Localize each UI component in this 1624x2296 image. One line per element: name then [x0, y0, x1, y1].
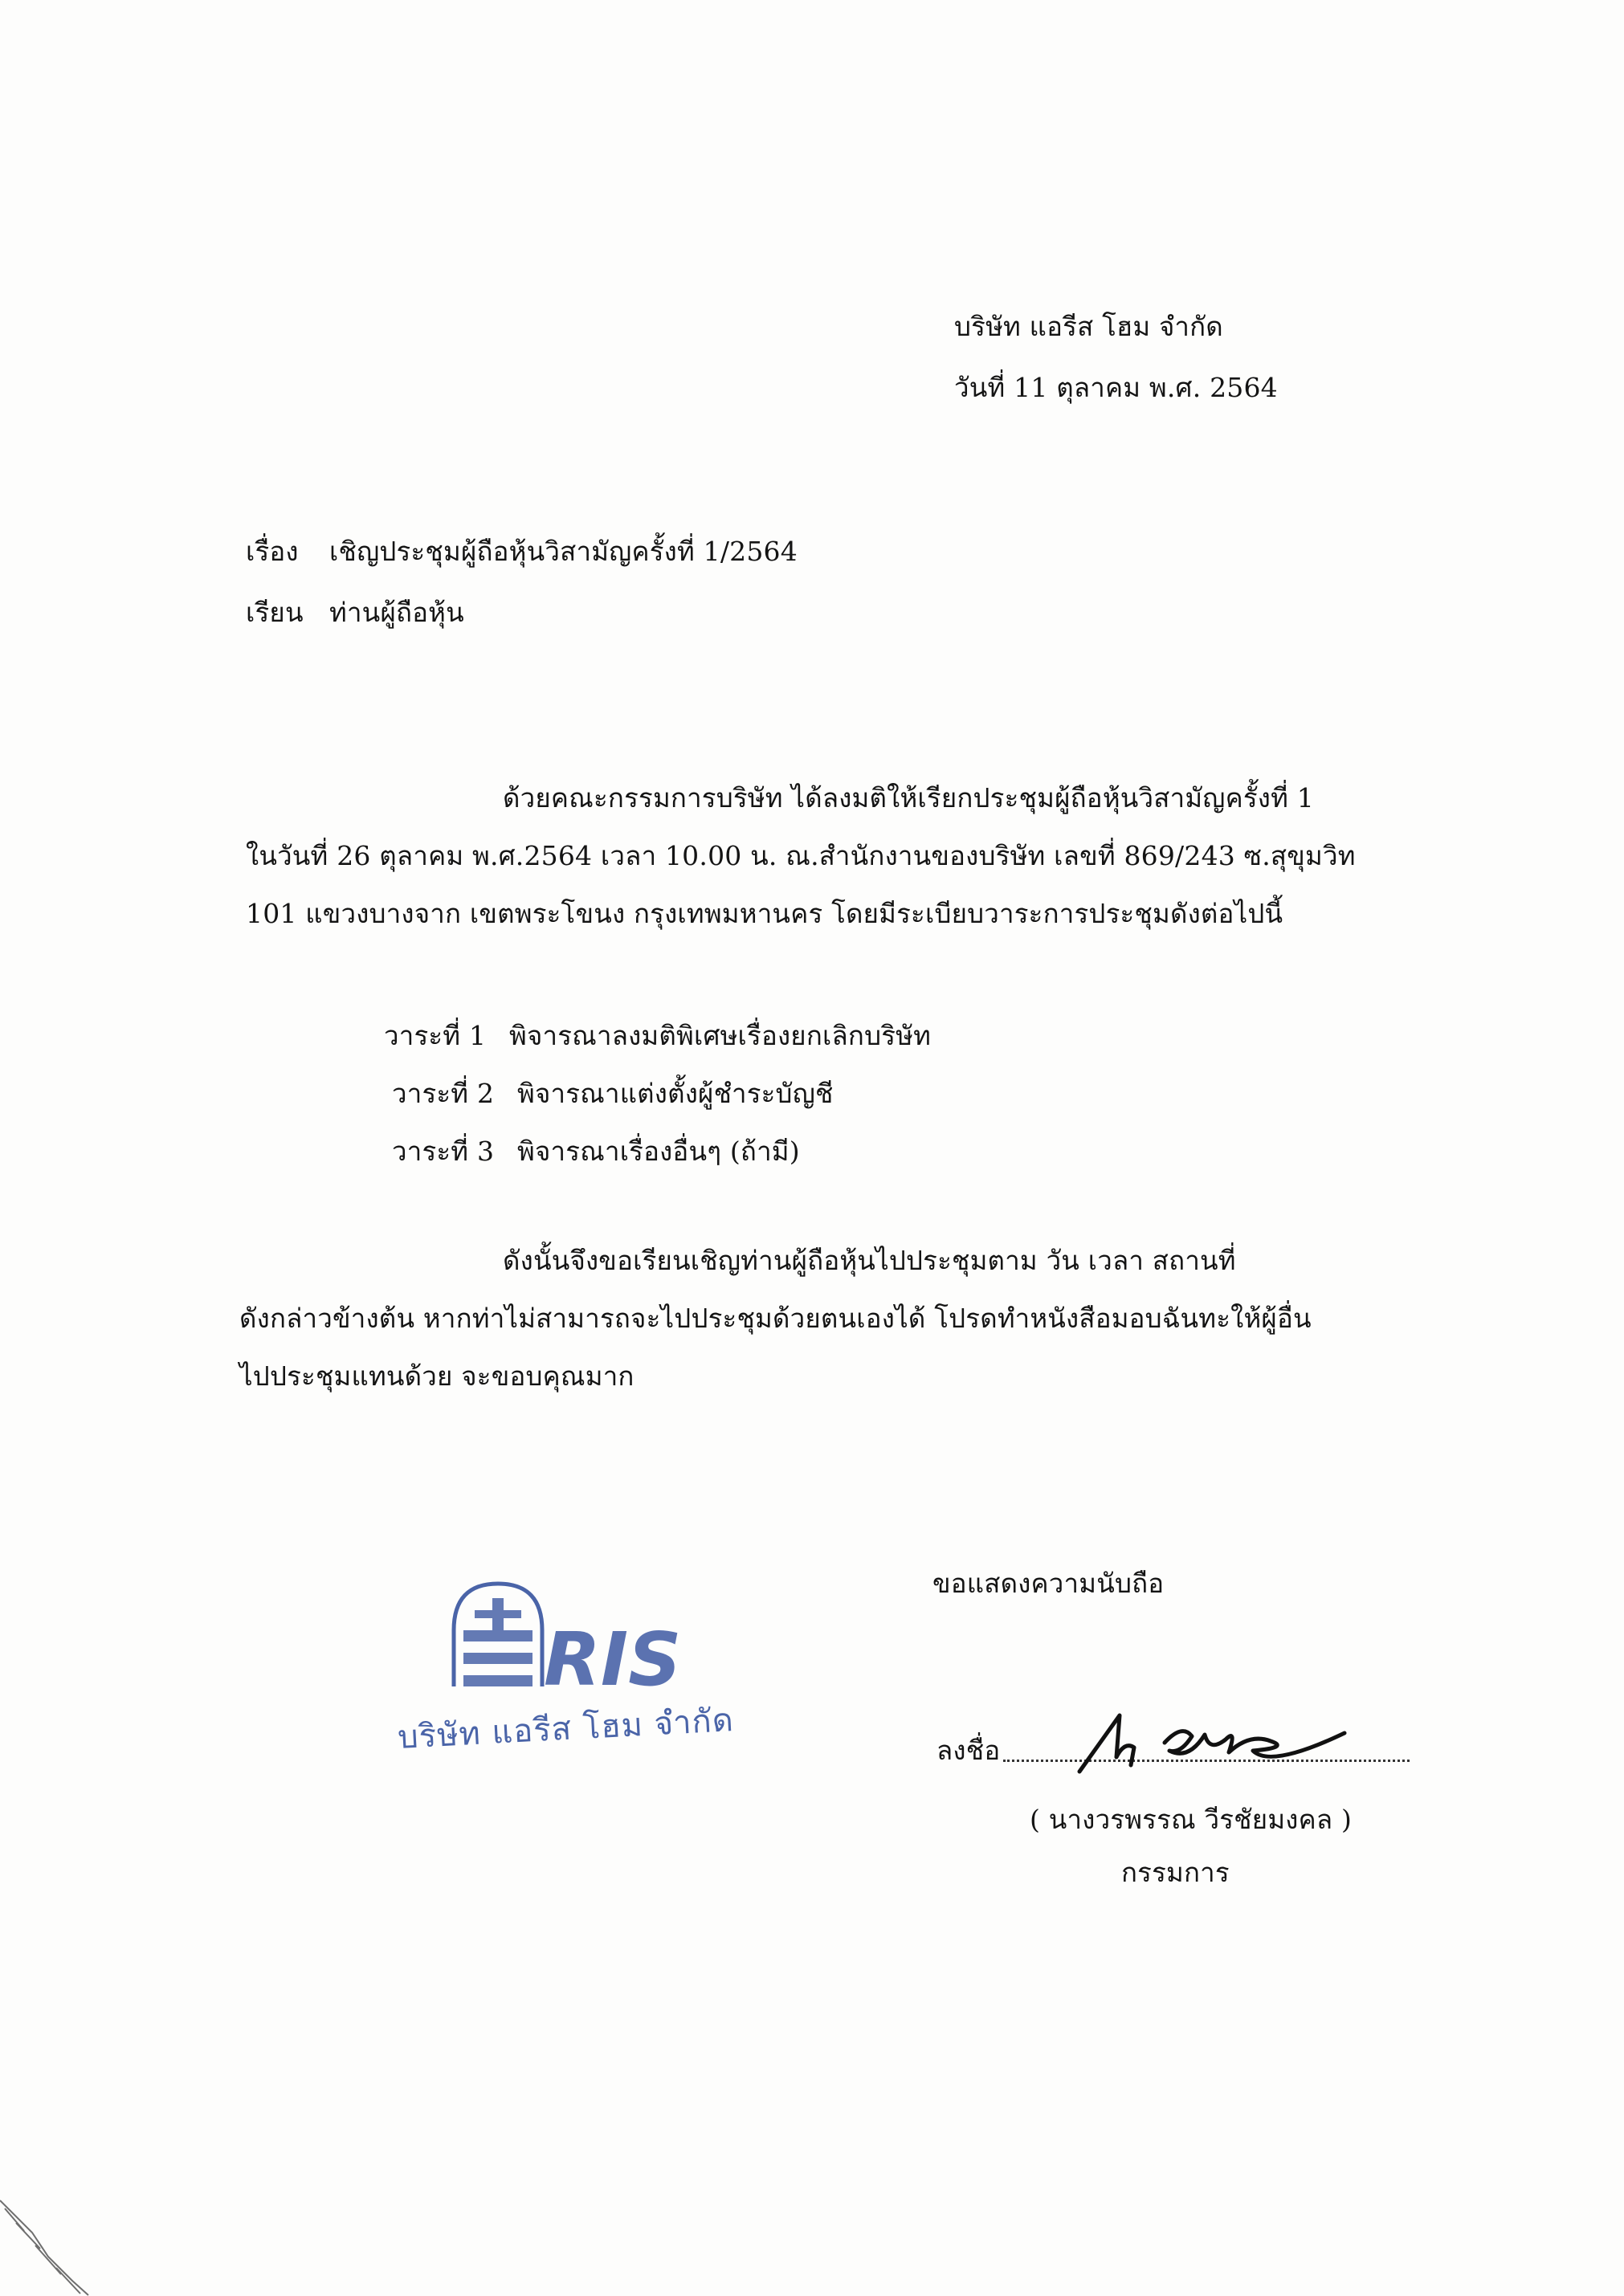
paragraph-invitation [246, 781, 1386, 954]
letter-header [954, 309, 1278, 431]
agenda-item [384, 1018, 931, 1076]
agenda-item [384, 1134, 931, 1192]
recipient-text: ท่านผู้ถือหุ้น [329, 597, 464, 628]
paragraph-request [239, 1243, 1386, 1417]
signer-name: ( นางวรพรรณ วีรชัยมงคล ) [1030, 1804, 1353, 1835]
signer-title: กรรมการ [1121, 1857, 1230, 1888]
recipient-label: เรียน [246, 597, 304, 628]
company-name: บริษัท แอรีส โฮม จำกัด [954, 311, 1223, 342]
paragraph-line: ดังกล่าวข้างต้น หากท่าไม่สามารถจะไปประชุมด้วยตนเองได้ โปรดทำหนังสือมอบฉันทะให้ผู้อื่น [239, 1303, 1312, 1334]
aris-logo-icon [398, 1566, 767, 1703]
subject-line [246, 534, 798, 595]
paragraph-line: ในวันที่ 26 ตุลาคม พ.ศ.2564 เวลา 10.00 น. ณ.สำนักงานของบริษัท เลขที่ 869/243 ซ.สุขุมวิท [246, 840, 1356, 871]
agenda-text: พิจารณาลงมติพิเศษเรื่องยกเลิกบริษัท [509, 1020, 932, 1051]
handwritten-signature-icon [1068, 1694, 1357, 1783]
closing-regards: ขอแสดงความนับถือ [932, 1568, 1165, 1599]
agenda-text: พิจารณาแต่งตั้งผู้ชำระบัญชี [517, 1078, 834, 1109]
paragraph-line: 101 แขวงบางจาก เขตพระโขนง กรุงเทพมหานคร โดยมีระเบียบวาระการประชุมดังต่อไปนี้ [246, 898, 1283, 929]
agenda-number: วาระที่ 1 [384, 1020, 487, 1051]
recipient-line [246, 595, 798, 656]
agenda-item [384, 1076, 931, 1134]
scan-edge-mark-icon [0, 2184, 96, 2296]
agenda-number: วาระที่ 2 [392, 1078, 495, 1109]
subject-label: เรื่อง [246, 536, 299, 567]
subject-text: เชิญประชุมผู้ถือหุ้นวิสามัญครั้งที่ 1/2564 [329, 536, 798, 567]
paragraph-line: ดังนั้นจึงขอเรียนเชิญท่านผู้ถือหุ้นไปประชุมตาม วัน เวลา สถานที่ [503, 1245, 1236, 1276]
agenda-list [384, 1018, 931, 1192]
agenda-text: พิจารณาเรื่องอื่นๆ (ถ้ามี) [517, 1136, 800, 1167]
stamp-company-text: บริษัท แอรีส โฮม จำกัด [397, 1702, 735, 1756]
paragraph-line: ด้วยคณะกรรมการบริษัท ได้ลงมติให้เรียกประชุมผู้ถือหุ้นวิสามัญครั้งที่ 1 [503, 782, 1314, 814]
svg-text:RIS: RIS [544, 1617, 682, 1703]
company-stamp [398, 1566, 767, 1767]
paragraph-line: ไปประชุมแทนด้วย จะขอบคุณมาก [239, 1360, 635, 1392]
agenda-number: วาระที่ 3 [392, 1136, 495, 1167]
signature-label: ลงชื่อ [936, 1735, 1001, 1766]
letter-date: วันที่ 11 ตุลาคม พ.ศ. 2564 [954, 372, 1278, 403]
subject-block [246, 534, 798, 656]
